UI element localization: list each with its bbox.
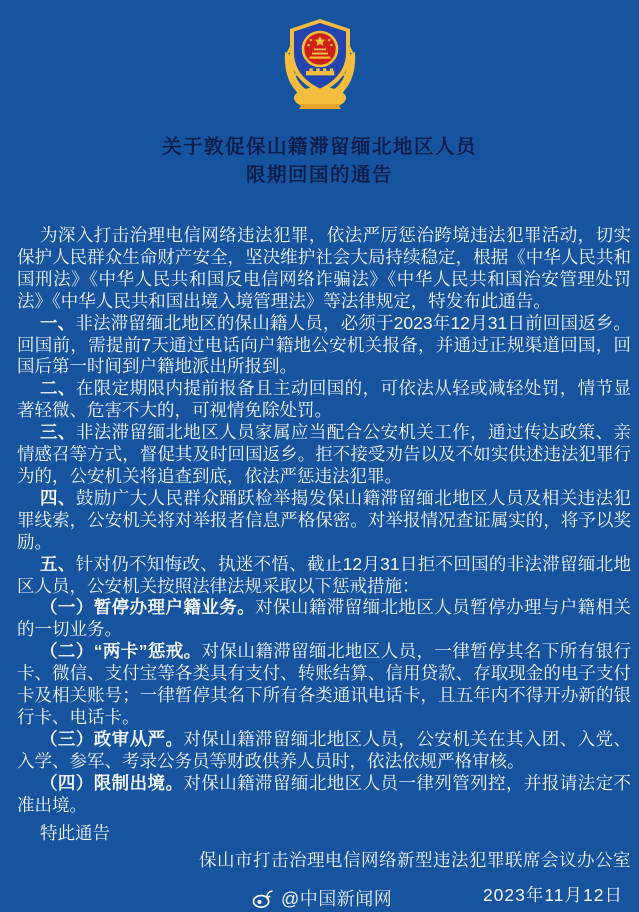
paragraph-text: 在限定期限内提前报备且主动回国的，可依法从轻或减轻处罚，情节显著轻微、危害不大的，可视情免除处罚。 xyxy=(17,378,631,421)
police-badge xyxy=(0,16,639,110)
notice-subparagraph-3 xyxy=(17,729,631,773)
paragraph-lead: 四、 xyxy=(40,487,76,508)
notice-closing xyxy=(17,823,631,845)
paragraph-text: 对保山籍滞留缅北地区人员，一律暂停其名下所有银行卡、微信、支付宝等各类具有支付、转账结算、信用贷款、存取现金的电子支付卡及相关账号；一律暂停其名下所有各类通讯电话卡，且五年内不得开办新的银行卡、电话卡。 xyxy=(17,641,632,727)
notice-title-line2: 限期回国的通告 xyxy=(245,164,393,186)
paragraph-text: 鼓励广大人民群众踊跃检举揭发保山籍滞留缅北地区人员及相关违法犯罪线索，公安机关将对举报者信息严格保密。对举报情况查证属实的，将予以奖励。 xyxy=(17,487,631,552)
issuer-signature: 保山市打击治理电信网络新型违法犯罪联席会议办公室 xyxy=(199,850,631,870)
paragraph-text: 非法滞留缅北地区人员家属应当配合公安机关工作，通过传达政策、亲情感召等方式，督促其及时回国返乡。拒不接受劝告以及不如实供述违法犯罪行为的，公安机关将追查到底，依法严惩违法犯罪。 xyxy=(17,422,631,486)
paragraph-lead: 五、 xyxy=(40,553,76,574)
issue-date: 2023年11月12日 xyxy=(482,885,623,905)
paragraph-lead: 二、 xyxy=(40,378,76,399)
paragraph-text: 非法滞留缅北地区的保山籍人员，必须于2023年12月31日前回国返乡。回国前，需提前7天通过电话向户籍地公安机关报备，并通过正规渠道回国，回国后第一时间到户籍地派出所报到。 xyxy=(17,312,632,377)
notice-subparagraph-2 xyxy=(17,641,631,729)
notice-title xyxy=(0,133,639,189)
notice-paragraph-2 xyxy=(17,378,631,422)
notice-paragraph-5 xyxy=(17,554,631,598)
paragraph-text: 对保山籍滞留缅北地区人员，公安机关在其入团、入党、入学、参军、考录公务员等财政供养人员时，依法依规严格审核。 xyxy=(17,728,631,771)
notice-subparagraph-1 xyxy=(17,597,631,641)
notice-body xyxy=(0,225,639,845)
notice-paragraph-intro xyxy=(17,225,631,313)
notice-title-line1: 关于敦促保山籍滞留缅北地区人员 xyxy=(161,136,477,158)
paragraph-text: 特此通告 xyxy=(40,823,110,844)
paragraph-text: 对保山籍滞留缅北地区人员一律列管列控，并报请法定不准出境。 xyxy=(17,772,631,815)
notice-paragraph-4 xyxy=(17,488,631,554)
paragraph-lead: （四）限制出境。 xyxy=(40,772,184,793)
police-badge-icon xyxy=(278,16,362,110)
paragraph-text: 对保山籍滞留缅北地区人员暂停办理与户籍相关的一切业务。 xyxy=(17,597,631,640)
notice-paragraph-1 xyxy=(17,313,631,379)
paragraph-text: 为深入打击治理电信网络违法犯罪，依法严厉惩治跨境违法犯罪活动，切实保护人民群众生命财产安全，坚决维护社会大局持续稳定，根据《中华人民共和国刑法》《中华人民共和国反电信网络诈骗法》《中华人民共和国治安管理处罚法》《中华人民共和国出境入境管理法》等法律规定，特发布此通告。 xyxy=(17,225,631,311)
paragraph-lead: （二）“两卡”惩戒。 xyxy=(40,641,202,662)
watermark-text: @中国新闻网 xyxy=(281,889,393,909)
paragraph-text: 针对仍不知悔改、执迷不悟、截止12月31日拒不回国的非法滞留缅北地区人员，公安机关按照法律法规采取以下惩戒措施： xyxy=(17,553,632,596)
paragraph-lead: 一、 xyxy=(40,312,76,333)
watermark xyxy=(252,885,392,911)
paragraph-lead: （三）政审从严。 xyxy=(40,728,184,749)
paragraph-lead: （一）暂停办理户籍业务。 xyxy=(40,597,256,618)
notice-paragraph-3 xyxy=(17,422,631,488)
weibo-icon xyxy=(252,888,275,908)
notice-subparagraph-4 xyxy=(17,773,631,817)
paragraph-lead: 三、 xyxy=(40,422,76,443)
